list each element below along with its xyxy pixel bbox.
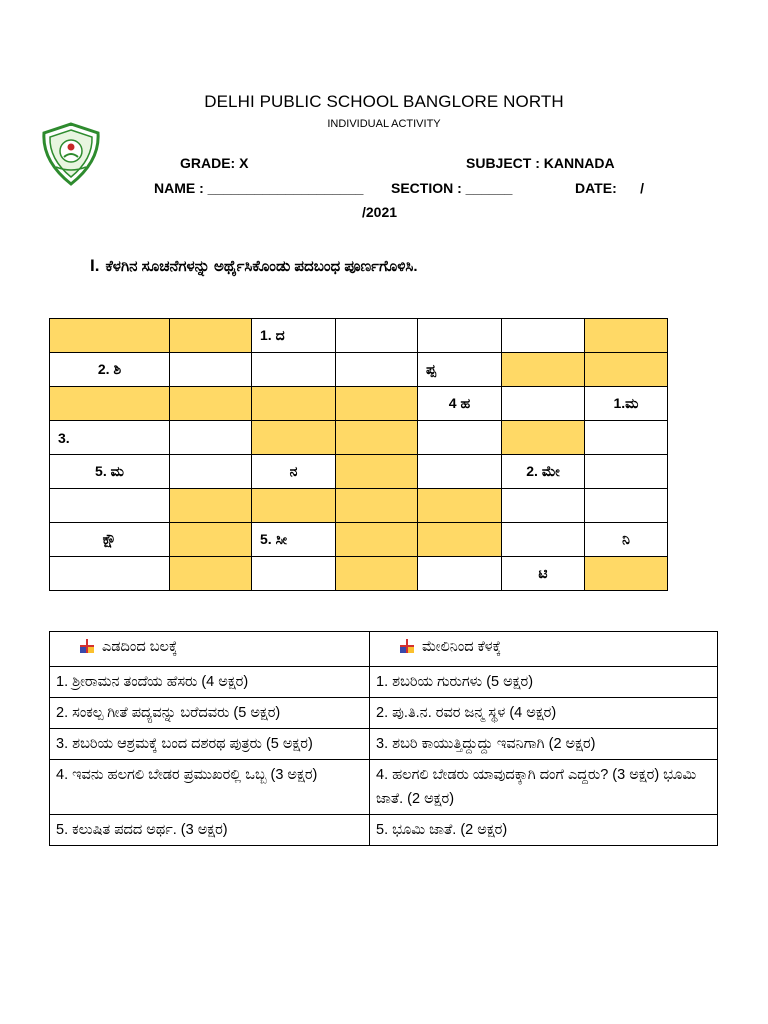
- grid-cell-blocked: [170, 523, 252, 557]
- grid-cell-blocked: [252, 489, 336, 523]
- grid-cell[interactable]: [252, 353, 336, 387]
- grid-cell-blocked: [336, 455, 418, 489]
- grid-cell-blocked: [170, 557, 252, 591]
- grid-cell-blocked: [585, 319, 668, 353]
- across-heading: ಎಡದಿಂದ ಬಲಕ್ಕೆ: [102, 639, 178, 655]
- grid-cell[interactable]: 1.ಮ: [585, 387, 668, 421]
- grid-cell[interactable]: ಟಿ: [502, 557, 585, 591]
- grid-cell[interactable]: 1. ದ: [252, 319, 336, 353]
- bullet-icon: [400, 639, 414, 653]
- across-clue-2: 2. ಸಂಕಲ್ಪ ಗೀತೆ ಪದ್ಯವನ್ನು ಬರೆದವರು (5 ಅಕ್ಷರ): [50, 698, 370, 729]
- grid-cell-blocked: [418, 523, 502, 557]
- across-clue-4: 4. ಇವನು ಹಲಗಲಿ ಬೇಡರ ಪ್ರಮುಖರಲ್ಲಿ ಒಬ್ಬ (3 ಅಕ್ಷರ): [50, 760, 370, 815]
- clues-table: [49, 631, 718, 846]
- grid-cell-blocked: [252, 387, 336, 421]
- grid-cell-blocked: [252, 421, 336, 455]
- grid-cell[interactable]: [418, 455, 502, 489]
- section-field: SECTION : ______: [391, 180, 513, 196]
- grid-row: [50, 557, 668, 591]
- date-field: DATE: /: [575, 180, 644, 196]
- grid-cell-blocked: [585, 353, 668, 387]
- grid-cell[interactable]: 2. ಮೇ: [502, 455, 585, 489]
- grid-cell[interactable]: [50, 557, 170, 591]
- crossword-grid: [49, 318, 668, 591]
- name-field: NAME : ____________________: [154, 180, 364, 196]
- grid-cell-blocked: [336, 557, 418, 591]
- question-text: ಕೆಳಗಿನ ಸೂಚನೆಗಳನ್ನು ಅರ್ಥೈಸಿಕೊಂಡು ಪದಬಂಧ ಪೂರ್ಣಗೊಳಿಸಿ.: [105, 258, 418, 275]
- date-year: /2021: [362, 204, 398, 220]
- down-heading: ಮೇಲಿನಿಂದ ಕೆಳಕ್ಕೆ: [422, 639, 502, 655]
- grid-cell[interactable]: [585, 455, 668, 489]
- grid-cell-blocked: [502, 421, 585, 455]
- activity-label: INDIVIDUAL ACTIVITY: [327, 118, 441, 130]
- grid-cell-blocked: [418, 489, 502, 523]
- bullet-icon: [80, 639, 94, 653]
- across-clue-1: 1. ಶ್ರೀರಾಮನ ತಂದೆಯ ಹೆಸರು (4 ಅಕ್ಷರ): [50, 667, 370, 698]
- grid-cell-blocked: [336, 523, 418, 557]
- grid-cell-blocked: [336, 387, 418, 421]
- grid-row: [50, 319, 668, 353]
- grid-cell[interactable]: 2. ಶಿ: [50, 353, 170, 387]
- grid-cell[interactable]: 5. ಸೀ: [252, 523, 336, 557]
- grid-cell[interactable]: [170, 455, 252, 489]
- grid-cell[interactable]: [170, 353, 252, 387]
- subject-label: SUBJECT : KANNADA: [466, 155, 615, 171]
- grid-cell[interactable]: ನಿ: [585, 523, 668, 557]
- grid-cell-blocked: [170, 387, 252, 421]
- grid-row: [50, 455, 668, 489]
- grid-row: [50, 387, 668, 421]
- grid-row: [50, 489, 668, 523]
- grid-cell[interactable]: [502, 523, 585, 557]
- across-header: [50, 632, 370, 667]
- across-clue-3: 3. ಶಬರಿಯ ಆಶ್ರಮಕ್ಕೆ ಬಂದ ದಶರಥ ಪುತ್ರರು (5 ಅಕ್ಷರ): [50, 729, 370, 760]
- grid-cell[interactable]: [336, 319, 418, 353]
- grid-row: [50, 421, 668, 455]
- grid-cell-blocked: [336, 489, 418, 523]
- grid-cell[interactable]: [585, 421, 668, 455]
- down-clue-4: 4. ಹಲಗಲಿ ಬೇಡರು ಯಾವುದಕ್ಕಾಗಿ ದಂಗೆ ಎದ್ದರು? (3 ಅಕ್ಷರ) ಭೂಮಿ ಜಾತೆ. (2 ಅಕ್ಷರ): [370, 760, 718, 815]
- question-number: I.: [90, 256, 100, 275]
- grid-cell[interactable]: 3.: [50, 421, 170, 455]
- grid-cell[interactable]: [418, 557, 502, 591]
- grid-cell-blocked: [170, 319, 252, 353]
- grid-cell[interactable]: 4 ಹ: [418, 387, 502, 421]
- grid-cell[interactable]: [418, 421, 502, 455]
- grid-row: [50, 523, 668, 557]
- school-name: DELHI PUBLIC SCHOOL BANGLORE NORTH: [204, 92, 564, 111]
- down-clue-5: 5. ಭೂಮಿ ಜಾತೆ. (2 ಅಕ್ಷರ): [370, 815, 718, 846]
- down-clue-3: 3. ಶಬರಿ ಕಾಯುತ್ತಿದ್ದುದ್ದು ಇವನಿಗಾಗಿ (2 ಅಕ್ಷರ): [370, 729, 718, 760]
- grid-cell-blocked: [170, 489, 252, 523]
- grid-cell[interactable]: [252, 557, 336, 591]
- grid-cell[interactable]: [336, 353, 418, 387]
- grid-cell-blocked: [336, 421, 418, 455]
- down-header: [370, 632, 718, 667]
- school-logo: [38, 121, 104, 187]
- grid-cell[interactable]: [502, 387, 585, 421]
- grid-cell-blocked: [502, 353, 585, 387]
- grid-cell[interactable]: [170, 421, 252, 455]
- grid-cell[interactable]: [418, 319, 502, 353]
- down-clue-1: 1. ಶಬರಿಯ ಗುರುಗಳು (5 ಅಕ್ಷರ): [370, 667, 718, 698]
- grid-cell-blocked: [50, 319, 170, 353]
- grade-label: GRADE: X: [180, 155, 249, 171]
- grid-cell[interactable]: [585, 489, 668, 523]
- grid-cell-blocked: [50, 387, 170, 421]
- down-clue-2: 2. ಪು.ತಿ.ನ. ರವರ ಜನ್ಮ ಸ್ಥಳ (4 ಅಕ್ಷರ): [370, 698, 718, 729]
- grid-cell-blocked: [585, 557, 668, 591]
- grid-row: [50, 353, 668, 387]
- grid-cell[interactable]: [50, 489, 170, 523]
- grid-cell[interactable]: [502, 319, 585, 353]
- grid-cell[interactable]: ಪ್ಪ: [418, 353, 502, 387]
- question-heading: [90, 256, 418, 276]
- grid-cell[interactable]: [502, 489, 585, 523]
- across-clue-5: 5. ಕಲುಷಿತ ಪದದ ಅರ್ಥ. (3 ಅಕ್ಷರ): [50, 815, 370, 846]
- grid-cell[interactable]: ನ: [252, 455, 336, 489]
- grid-cell[interactable]: 5. ಮ: [50, 455, 170, 489]
- grid-cell[interactable]: ಕ್ಷೌ: [50, 523, 170, 557]
